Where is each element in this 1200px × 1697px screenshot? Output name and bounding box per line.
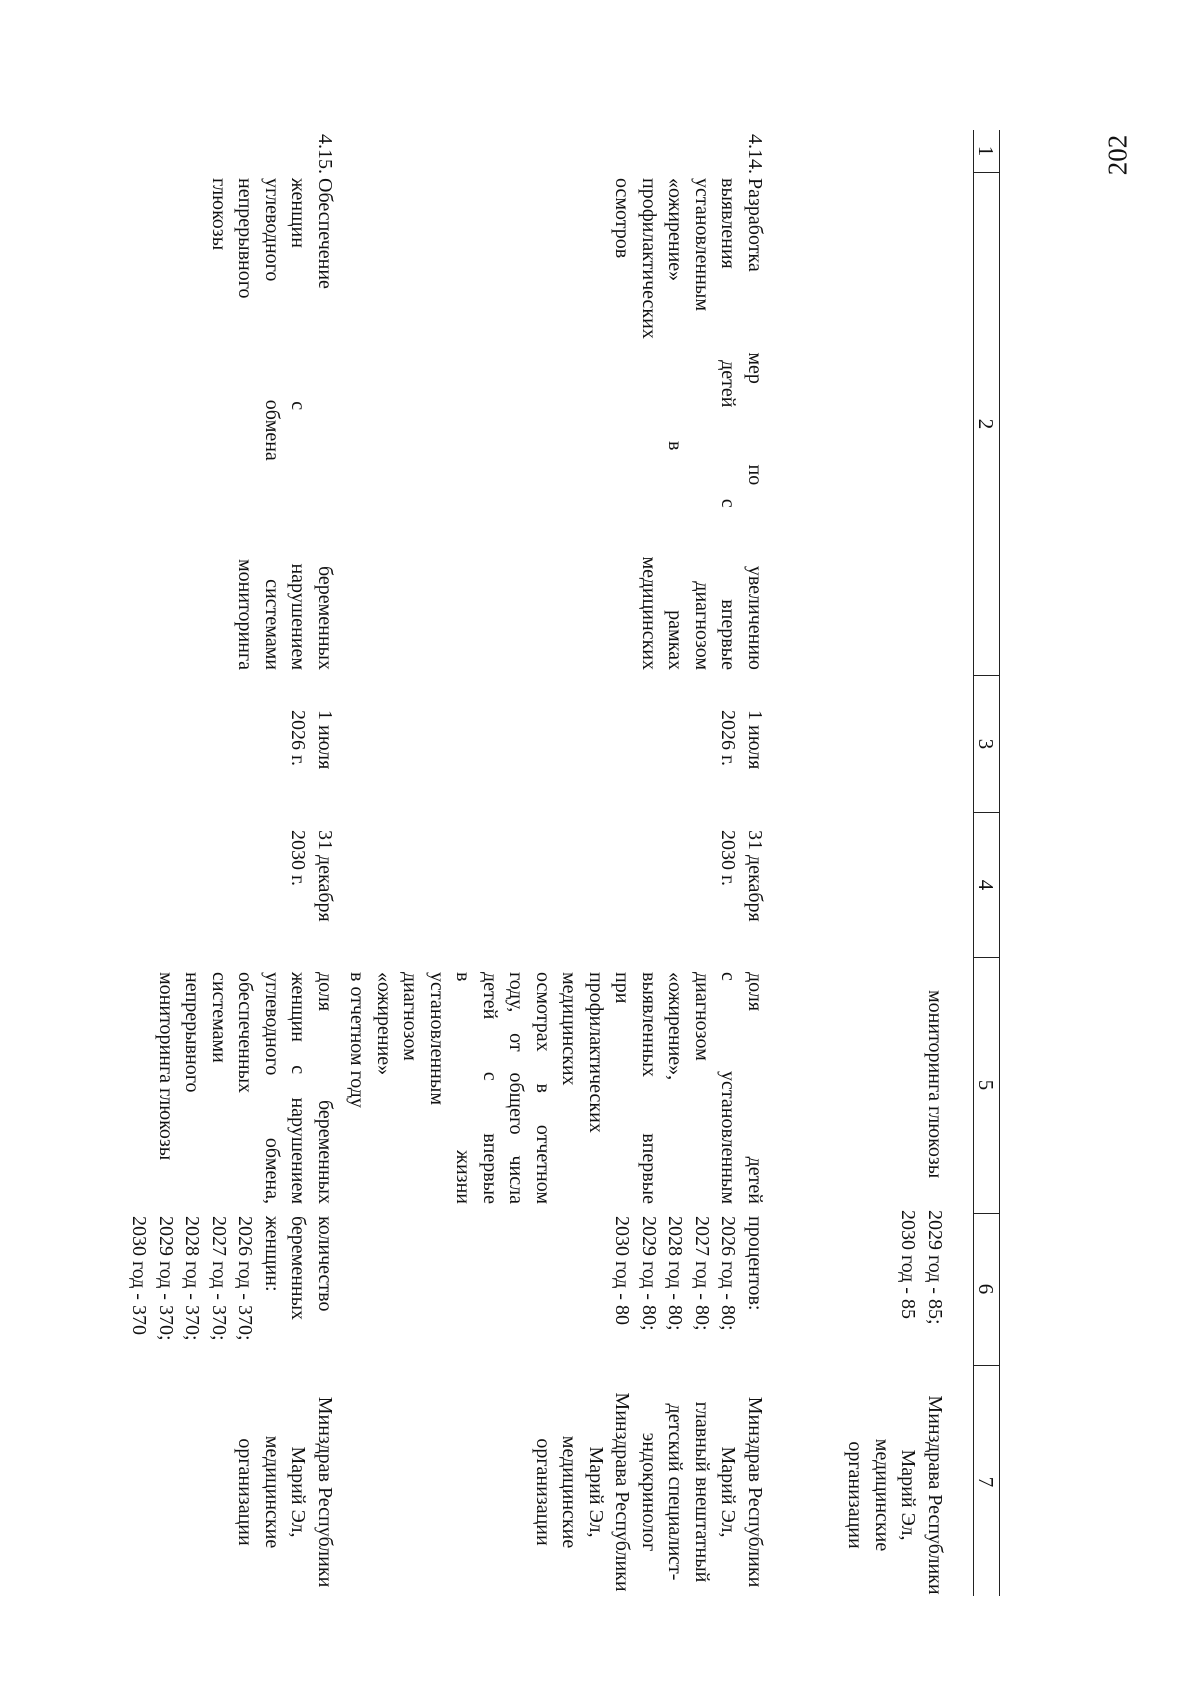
- cell-line: детский специалист-: [664, 1403, 687, 1581]
- cell-line: глюкозы: [208, 178, 230, 251]
- cell-line: Минздрава Республики: [611, 1392, 634, 1592]
- cell-line: главный внештатный: [691, 1401, 713, 1583]
- cell-line: установленным диагнозом: [691, 178, 713, 670]
- cell-line: женщин с нарушением: [287, 178, 310, 670]
- cell-line: Марий Эл,: [717, 1446, 740, 1538]
- cell-line: 2030 г.: [717, 830, 740, 886]
- cell-line: доля детей: [744, 972, 766, 1204]
- column-divider-1: [974, 172, 1000, 173]
- row-number: 4.15.: [314, 134, 336, 174]
- cell-line: «ожирение»,: [664, 972, 687, 1081]
- column-header-1: 1: [974, 145, 998, 157]
- cell-line: 2026 год - 80;: [717, 1216, 740, 1331]
- cell-line: при: [611, 972, 634, 1004]
- cell-line: осмотров: [611, 178, 634, 259]
- cell-line: профилактических медицинских: [638, 178, 660, 670]
- cell-line: женщин:: [261, 1216, 283, 1292]
- column-divider-6: [974, 1365, 1000, 1366]
- cell-line: организации: [234, 1438, 257, 1546]
- cell-line: медицинских: [558, 972, 581, 1086]
- page-number: 202: [1102, 134, 1133, 176]
- cell-line: 2026 г.: [717, 710, 740, 766]
- cell-line: в отчетном году: [346, 972, 369, 1108]
- cell-line: Обеспечение беременных: [314, 178, 336, 670]
- cell-line: установленным: [426, 972, 448, 1105]
- cell-line: Разработка мер по увеличению: [744, 178, 766, 670]
- continuation-col6: [895, 1210, 948, 1360]
- cell-line: количество: [314, 1216, 336, 1312]
- cell-line: 2027 год - 370;: [208, 1216, 230, 1341]
- row-4-15-measure: [206, 178, 339, 670]
- cell-line: системами: [208, 972, 230, 1063]
- table-top-border: [999, 130, 1000, 1596]
- continuation-col5: [922, 990, 949, 1210]
- cell-line: эндокринолог: [638, 1432, 660, 1552]
- cell-line: с установленным: [717, 972, 740, 1204]
- cell-line: 1 июля: [314, 710, 336, 770]
- cell-line: 2028 год - 80;: [664, 1216, 687, 1331]
- cell-line: 1 июля: [744, 710, 766, 770]
- cell-line: 2027 год - 80;: [691, 1216, 713, 1331]
- column-header-2: 2: [974, 418, 998, 430]
- cell-line: 2029 год - 370;: [155, 1216, 177, 1341]
- row-4-14-measure: [609, 178, 768, 670]
- cell-line: мониторинга глюкозы: [924, 990, 946, 1179]
- column-divider-3: [974, 812, 1000, 813]
- column-header-7: 7: [974, 1476, 998, 1488]
- cell-line: углеводного обмена системами: [261, 178, 283, 670]
- column-header-4: 4: [974, 879, 998, 891]
- cell-line: «ожирение» в рамках: [664, 178, 687, 670]
- cell-line: медицинские: [558, 1435, 581, 1549]
- cell-line: диагнозом: [399, 972, 422, 1061]
- cell-line: Минздрава Республики: [924, 1395, 946, 1595]
- cell-line: в жизни: [452, 972, 475, 1204]
- column-header-5: 5: [974, 1079, 998, 1091]
- cell-line: Минздрав Республики: [744, 1396, 766, 1588]
- column-divider-2: [974, 675, 1000, 676]
- column-divider-4: [974, 957, 1000, 958]
- rotated-table: [128, 130, 1000, 1596]
- cell-line: профилактических: [585, 972, 607, 1133]
- row-4-15-end-date: [285, 830, 338, 955]
- row-4-15-start-date: [285, 710, 338, 810]
- cell-line: медицинские: [261, 1435, 283, 1549]
- cell-line: обеспеченных: [234, 972, 257, 1094]
- row-4-14-target-values: [609, 1216, 768, 1366]
- cell-line: 2030 год - 80: [611, 1216, 634, 1325]
- row-number: 4.14.: [744, 134, 766, 174]
- row-4-15-number: [312, 134, 339, 184]
- row-4-14-end-date: [715, 830, 768, 955]
- row-4-15-responsible: [232, 1385, 338, 1599]
- cell-line: Минздрав Республики: [314, 1396, 336, 1588]
- cell-line: медицинские: [871, 1438, 893, 1552]
- cell-line: процентов:: [744, 1216, 766, 1311]
- row-4-14-responsible: [530, 1385, 769, 1599]
- cell-line: организации: [844, 1441, 867, 1549]
- cell-line: 2026 год - 370;: [234, 1216, 257, 1341]
- column-header-3: 3: [974, 738, 998, 750]
- cell-line: 2029 год - 85;: [924, 1210, 946, 1325]
- cell-line: «ожирение»: [373, 972, 395, 1076]
- continuation-col7: [842, 1390, 948, 1600]
- cell-line: выявления детей с впервые: [717, 178, 740, 670]
- row-4-15-indicator: [153, 972, 339, 1204]
- cell-line: беременных: [287, 1216, 310, 1321]
- cell-line: непрерывного мониторинга: [234, 178, 257, 670]
- row-4-15-target-values: [126, 1216, 338, 1366]
- row-4-14-number: [742, 134, 769, 184]
- row-4-14-start-date: [715, 710, 768, 810]
- cell-line: Марий Эл,: [897, 1449, 920, 1541]
- cell-line: доля беременных: [314, 972, 336, 1204]
- cell-line: году, от общего числа: [505, 972, 528, 1204]
- cell-line: 31 декабря: [744, 830, 766, 922]
- cell-line: детей с впервые: [479, 972, 501, 1204]
- header-bottom-border: [973, 130, 974, 1596]
- cell-line: женщин с нарушением: [287, 972, 310, 1204]
- cell-line: 2029 год - 80;: [638, 1216, 660, 1331]
- cell-line: 2028 год - 370;: [181, 1216, 204, 1341]
- cell-line: непрерывного: [181, 972, 204, 1093]
- cell-line: мониторинга глюкозы: [155, 972, 177, 1161]
- cell-line: углеводного обмена,: [261, 972, 283, 1204]
- cell-line: 2026 г.: [287, 710, 310, 766]
- cell-line: организации: [532, 1438, 554, 1546]
- cell-line: 2030 г.: [287, 830, 310, 886]
- cell-line: Марий Эл,: [585, 1446, 607, 1538]
- cell-line: Марий Эл,: [287, 1446, 310, 1538]
- row-4-14-indicator: [344, 972, 768, 1204]
- cell-line: 2030 год - 85: [897, 1210, 920, 1319]
- cell-line: 31 декабря: [314, 830, 336, 922]
- cell-line: выявленных впервые: [638, 972, 660, 1204]
- column-divider-5: [974, 1213, 1000, 1214]
- cell-line: 2030 год - 370: [128, 1216, 151, 1335]
- column-header-6: 6: [974, 1283, 998, 1295]
- cell-line: осмотрах в отчетном: [532, 972, 554, 1204]
- cell-line: диагнозом: [691, 972, 713, 1061]
